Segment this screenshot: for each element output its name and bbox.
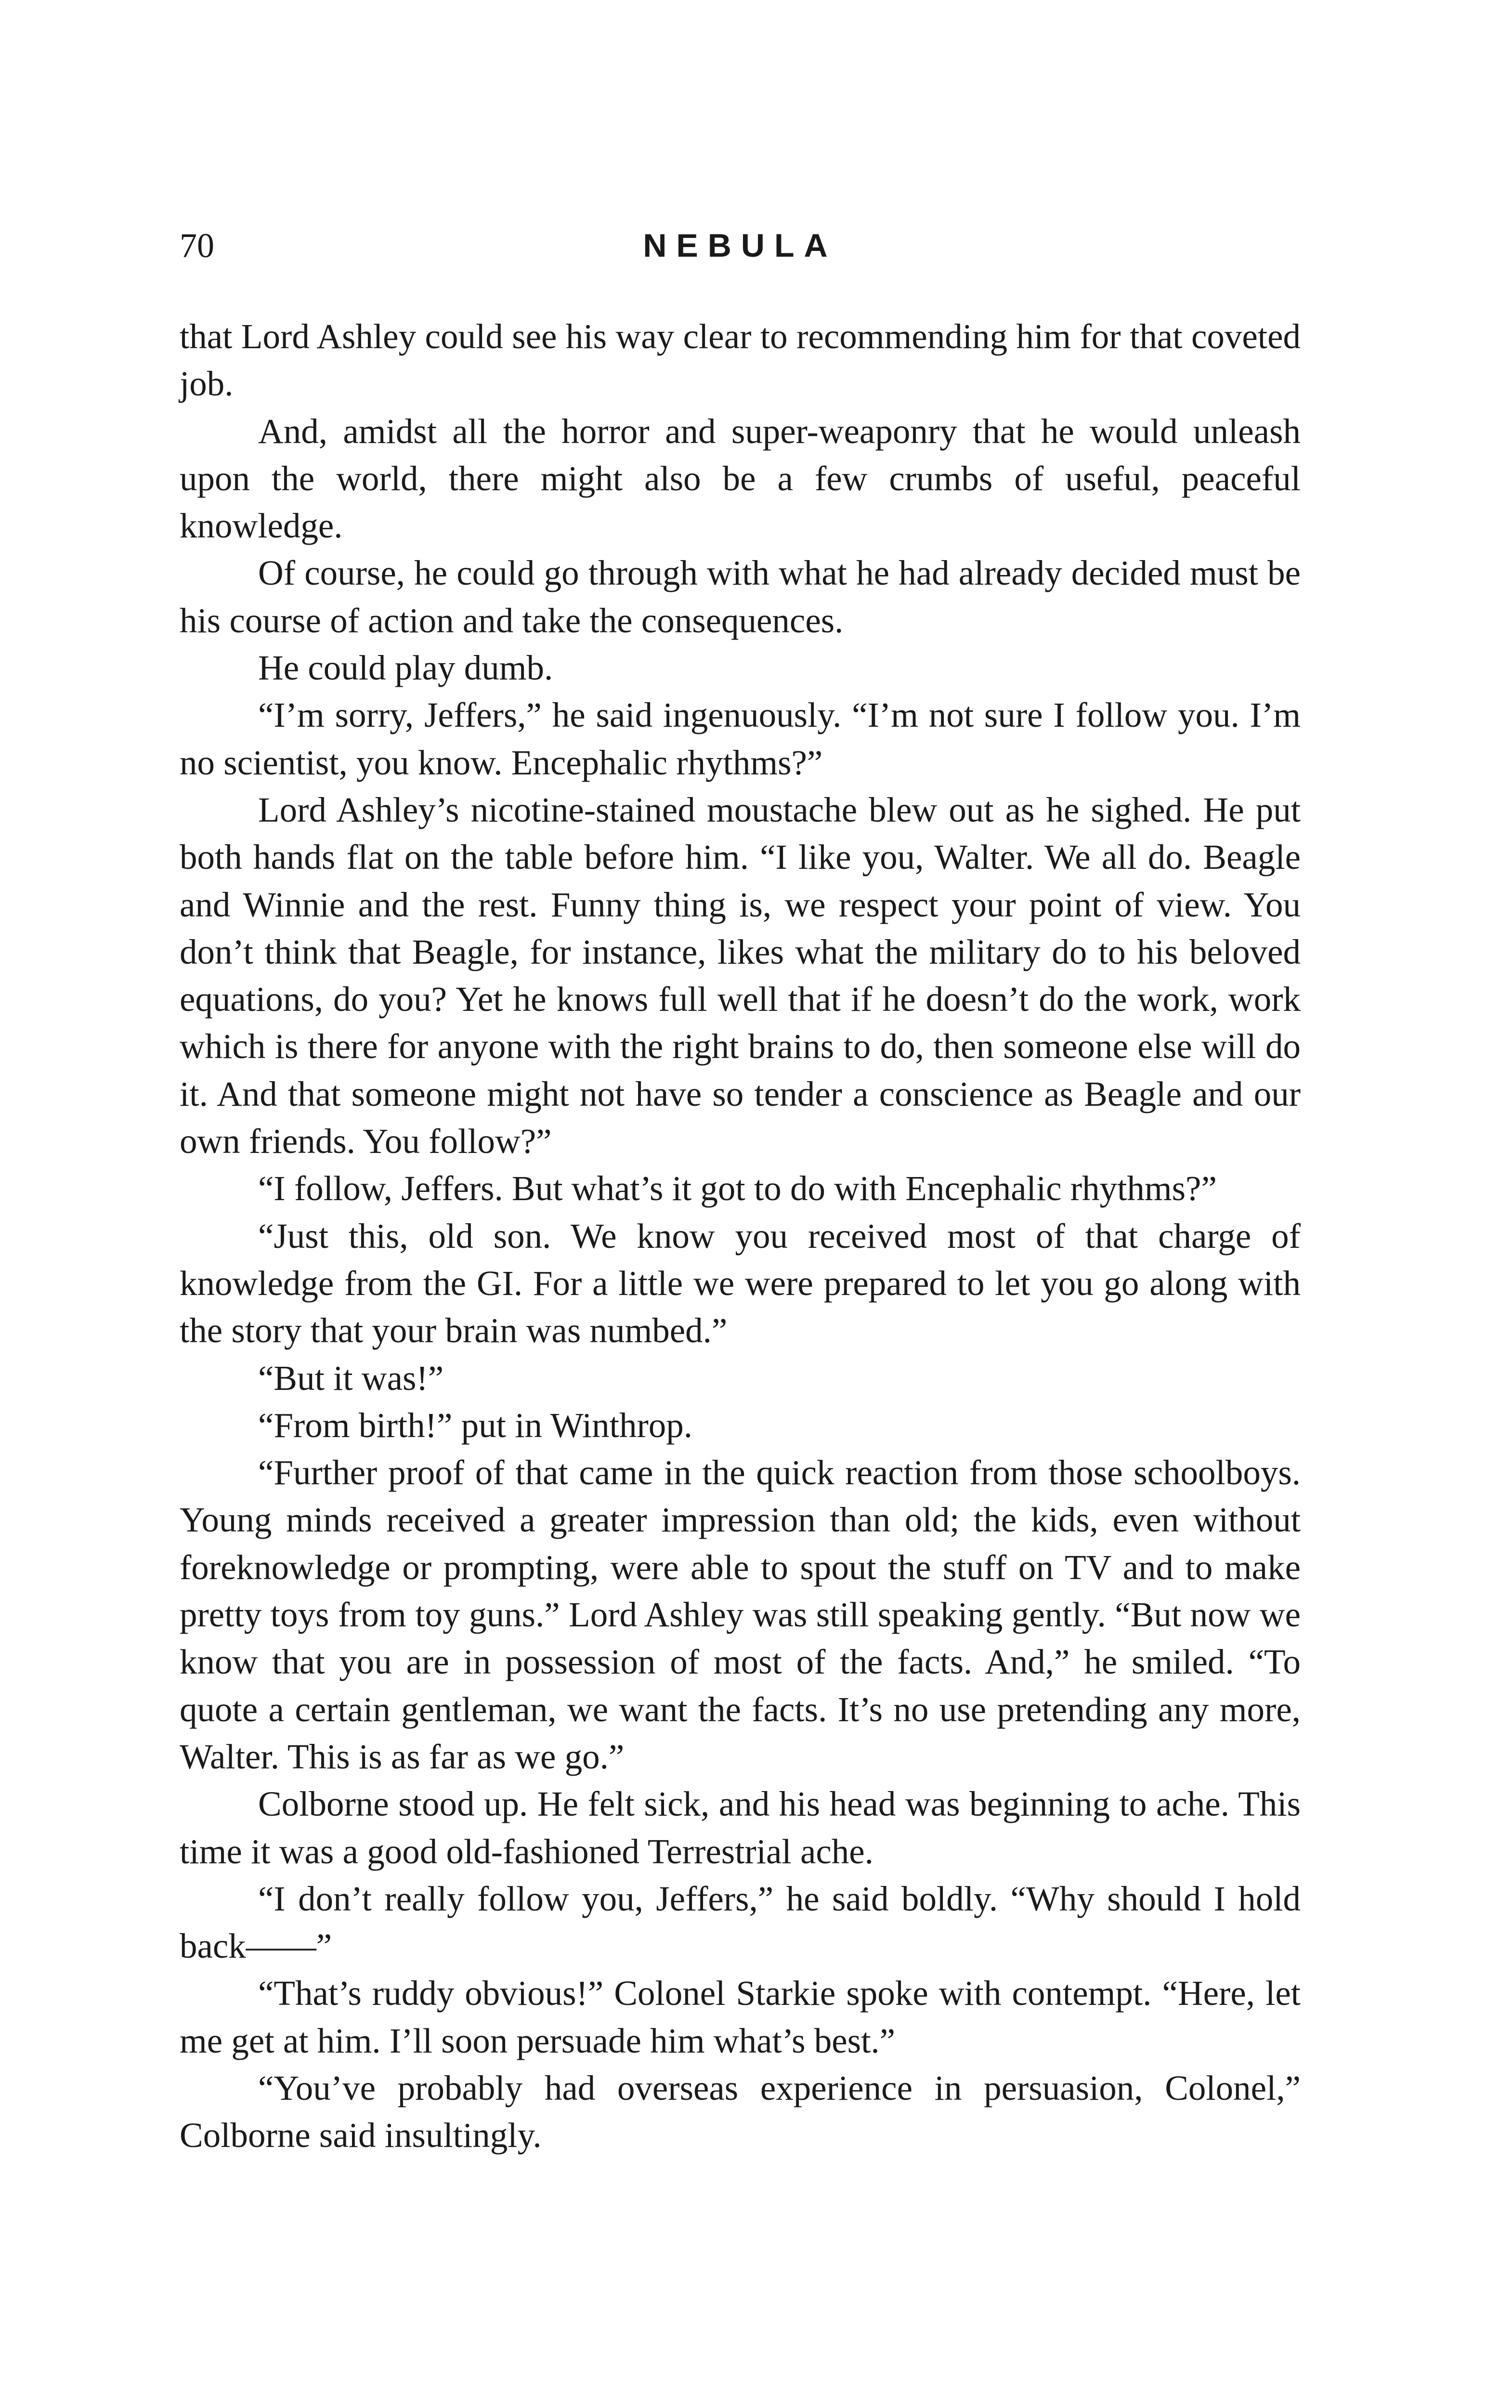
paragraph: And, amidst all the horror and super-weaponry that he would unleash upon the world, there might also be a few crumbs of useful, peaceful knowledge. bbox=[180, 411, 1301, 546]
paragraph: Of course, he could go through with what he had already decided must be his course of action and take the consequences. bbox=[180, 553, 1301, 640]
paragraph: Lord Ashley’s nicotine-stained moustache blew out as he sighed. He put both hands flat on the table before him. “I like you, Walter. We all do. Beagle and Winnie and the rest. Funny thing is, we respect your point of view. You don’t think that Beagle, for instance, likes what the military do to his beloved equations, do you? Yet he knows full well that if he doesn’t do the work, work which is there for anyone with the right brains to do, then someone else will do it. And that someone might not have so tender a conscience as Beagle and our own friends. You follow?” bbox=[180, 790, 1301, 1161]
paragraph: that Lord Ashley could see his way clear to recommending him for that coveted job. bbox=[180, 317, 1301, 404]
paragraph: “From birth!” put in Winthrop. bbox=[258, 1405, 693, 1445]
book-page bbox=[180, 222, 1301, 2159]
paragraph: “I’m sorry, Jeffers,” he said ingenuously. “I’m not sure I follow you. I’m no scientist, you know. Encephalic rhythms?” bbox=[180, 695, 1301, 782]
paragraph: “That’s ruddy obvious!” Colonel Starkie spoke with contempt. “Here, let me get at him. I’ll soon persuade him what’s best.” bbox=[180, 1974, 1301, 2060]
running-title: NEBULA bbox=[643, 227, 837, 264]
page-number: 70 bbox=[180, 226, 214, 265]
paragraph: “Further proof of that came in the quick reaction from those schoolboys. Young minds received a greater impression than old; the kids, even without foreknowledge or prompting, were able to spout the stuff on TV and to make pretty toys from toy guns.” Lord Ashley was still speaking gently. “But now we know that you are in possession of most of the facts. And,” he smiled. “To quote a certain gentleman, we want the facts. It’s no use pretending any more, Walter. This is as far as we go.” bbox=[180, 1453, 1301, 1776]
running-head bbox=[180, 222, 1301, 279]
paragraph: “I follow, Jeffers. But what’s it got to do with Encephalic rhythms?” bbox=[258, 1169, 1217, 1208]
paragraph: He could play dumb. bbox=[258, 648, 553, 688]
body-text bbox=[180, 313, 1301, 2159]
paragraph: “I don’t really follow you, Jeffers,” he said boldly. “Why should I hold back——” bbox=[180, 1879, 1301, 1966]
paragraph: “You’ve probably had overseas experience in persuasion, Colonel,” Colborne said insultingly. bbox=[180, 2068, 1301, 2155]
paragraph: “Just this, old son. We know you received most of that charge of knowledge from the GI. For a little we were prepared to let you go along with the story that your brain was numbed.” bbox=[180, 1216, 1301, 1350]
paragraph: Colborne stood up. He felt sick, and his head was beginning to ache. This time it was a good old-fashioned Terrestrial ache. bbox=[180, 1784, 1301, 1871]
paragraph: “But it was!” bbox=[258, 1358, 444, 1398]
